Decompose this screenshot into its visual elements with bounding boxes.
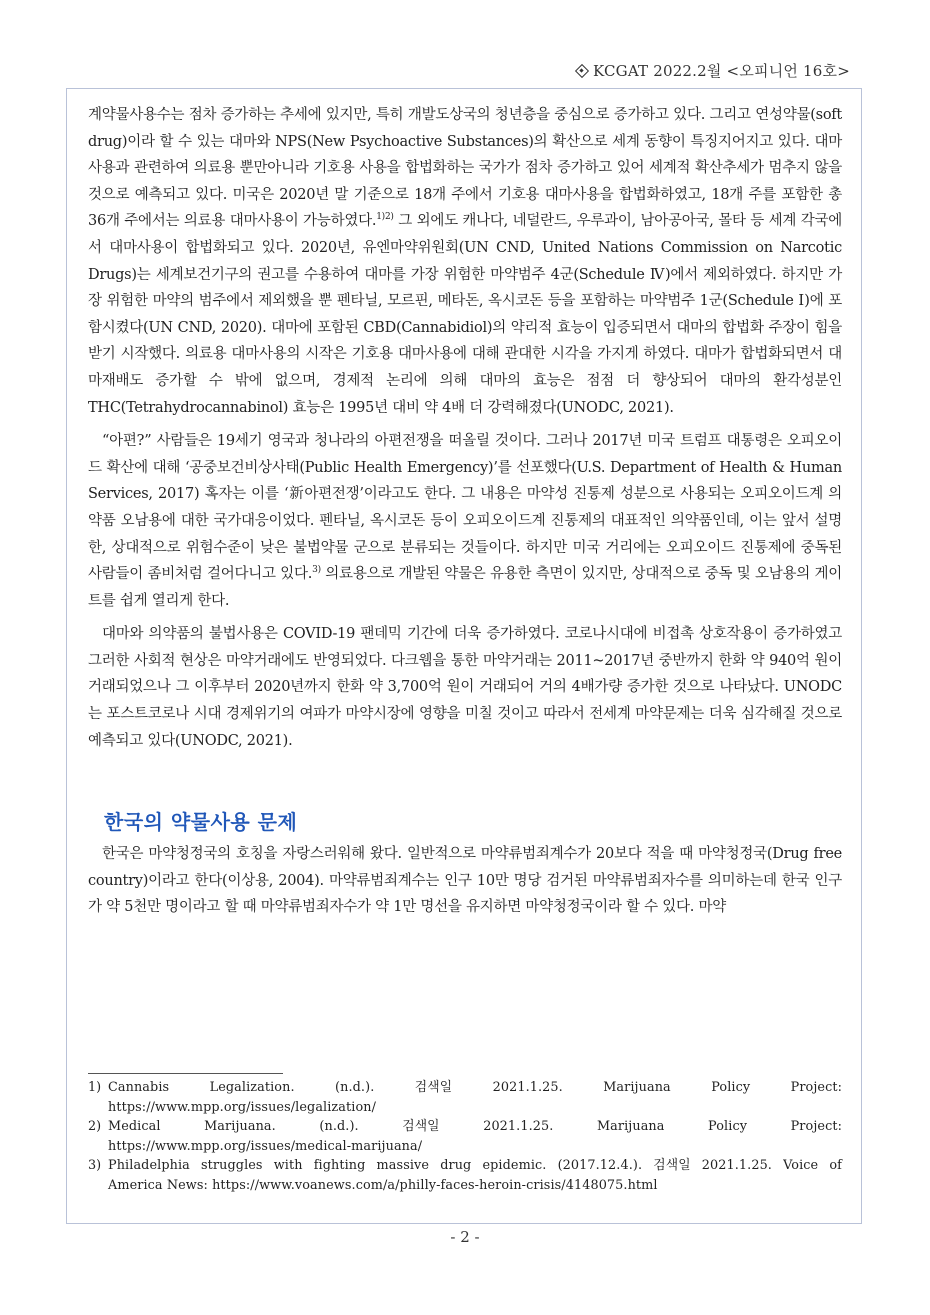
- page-header: [576, 60, 850, 81]
- paragraph-1: 계약물사용수는 점차 증가하는 추세에 있지만, 특히 개발도상국의 청년층을 중심으로 증가하고 있다. 그리고 연성약물(soft drug)이라 할 수 있는 대마와 NPS(New Psychoactive Substances)의 확산으로 세계 동향이 특징지어지고 있다. 대마사용과 관련하여 의료용 뿐만아니라 기호용 사용을 합법화하는 국가가 점차 증가하고 있어 세계적 확산추세가 멈추지 않을 것으로 예측되고 있다. 미국은 2020년 말 기준으로 18개 주에서 기호용 대마사용을 합법화하였고, 18개 주를 포함한 총 36개 주에서는 의료용 대마사용이 가능하였다.$^{1)2)}$ 그 외에도 캐나다, 네덜란드, 우루과이, 남아공아국, 몰타 등 세계 각국에서 대마사용이 합법화되고 있다. 2020년, 유엔마약위원회(UN CND, United Nations Commission on Narcotic Drugs)는 세계보건기구의 권고를 수용하여 대마를 가장 위험한 마약범주 4군(Schedule Ⅳ)에서 제외하였다. 하지만 가장 위험한 마약의 범주에서 제외했을 뿐 펜타닐, 모르핀, 메타돈, 옥시코돈 등을 포함하는 마약범주 1군(Schedule Ⅰ)에 포함시켰다(UN CND, 2020). 대마에 포함된 CBD(Cannabidiol)의 약리적 효능이 입증되면서 대마의 합법화 주장이 힘을 받기 시작했다. 의료용 대마사용의 시작은 기호용 대마사용에 대해 관대한 시각을 가지게 하였다. 대마가 합법화되면서 대마재배도 증가할 수 밖에 없으며, 경제적 논리에 의해 대마의 효능은 점점 더 향상되어 대마의 환각성분인 THC(Tetrahydrocannabinol) 효능은 1995년 대비 약 4배 더 강력해졌다(UNODC, 2021).: [88, 107, 842, 416]
- footnotes: [88, 1078, 842, 1195]
- footnote-ref-3[interactable]: 3): [312, 565, 321, 576]
- footnote-number: 1): [88, 1080, 102, 1095]
- footnote-link[interactable]: America News: https://www.voanews.com/a/philly-faces-heroin-crisis/4148075.html: [108, 1177, 658, 1193]
- footnote-3: [88, 1156, 842, 1195]
- header-text: KCGAT 2022.2월 <오피니언 16호>: [592, 62, 850, 80]
- paragraph-4: 한국은 마약청정국의 호칭을 자랑스러워해 왔다. 일반적으로 마약류범죄계수가 20보다 적을 때 마약청정국(Drug free country)이라고 한다(이상용, 2004). 마약류범죄계수는 인구 10만 명당 검거된 마약류범죄자수를 의미하는데 한국 인구가 약 5천만 명이라고 할 때 마약류범죄자수가 약 1만 명선을 유지하면 마약청정국이라 할 수 있다. 마약: [88, 846, 842, 916]
- section-title: 한국의 약물사용 문제: [104, 810, 298, 835]
- footnote-link[interactable]: https://www.mpp.org/issues/medical-marijuana/: [108, 1138, 423, 1154]
- footnote-text: Medical Marijuana. (n.d.). 검색일 2021.1.25. Marijuana Policy Project:: [108, 1119, 842, 1134]
- footnote-divider: [88, 1073, 283, 1074]
- footnote-2: [88, 1117, 842, 1156]
- footnote-text: Philadelphia struggles with fighting massive drug epidemic. (2017.12.4.). 검색일 2021.1.25. Voice of: [108, 1158, 842, 1173]
- footnote-text: Cannabis Legalization. (n.d.). 검색일 2021.1.25. Marijuana Policy Project:: [108, 1080, 842, 1095]
- body-content: [88, 102, 842, 928]
- paragraph-2: “아편?” 사람들은 19세기 영국과 청나라의 아편전쟁을 떠올릴 것이다. 그러나 2017년 미국 트럼프 대통령은 오피오이드 확산에 대해 ‘공중보건비상사태(Public Health Emergency)’를 선포했다(U.S. Department of Health & Human Services, 2017) 혹자는 이를 ‘新아편전쟁’이라고도 한다. 그 내용은 마약성 진통제 성분으로 사용되는 오피오이드계 의약품 오남용에 대한 국가대응이었다. 펜타닐, 옥시코돈 등이 오피오이드계 진통제의 대표적인 의약품인데, 이는 앞서 설명한, 상대적으로 위험수준이 낮은 불법약물 군으로 분류되는 것들이다. 하지만 미국 거리에는 오피오이드 진통제에 중독된 사람들이 좀비처럼 걸어다니고 있다.$^{3)}$ 의료용으로 개발된 약물은 유용한 측면이 있지만, 상대적으로 중독 및 오남용의 게이트를 쉽게 열리게 한다.: [88, 433, 842, 609]
- diamond-bullet-icon: [576, 65, 587, 76]
- footnote-ref-1-2[interactable]: 1)2): [376, 212, 394, 223]
- footnote-number: 2): [88, 1119, 102, 1134]
- paragraph-3: 대마와 의약품의 불법사용은 COVID-19 팬데믹 기간에 더욱 증가하였다. 코로나시대에 비접촉 상호작용이 증가하였고 그러한 사회적 현상은 마약거래에도 반영되었다. 다크웹을 통한 마약거래는 2011~2017년 중반까지 한화 약 940억 원이 거래되었으나 그 이후부터 2020년까지 한화 약 3,700억 원이 거래되어 거의 4배가량 증가한 것으로 나타났다. UNODC는 포스트코로나 시대 경제위기의 여파가 마약시장에 영향을 미칠 것이고 따라서 전세계 마약문제는 더욱 심각해질 것으로 예측되고 있다(UNODC, 2021).: [88, 626, 842, 749]
- footnote-link[interactable]: https://www.mpp.org/issues/legalization/: [108, 1099, 376, 1115]
- footnote-number: 3): [88, 1158, 102, 1173]
- footnote-1: [88, 1078, 842, 1117]
- page-number: - 2 -: [450, 1228, 480, 1246]
